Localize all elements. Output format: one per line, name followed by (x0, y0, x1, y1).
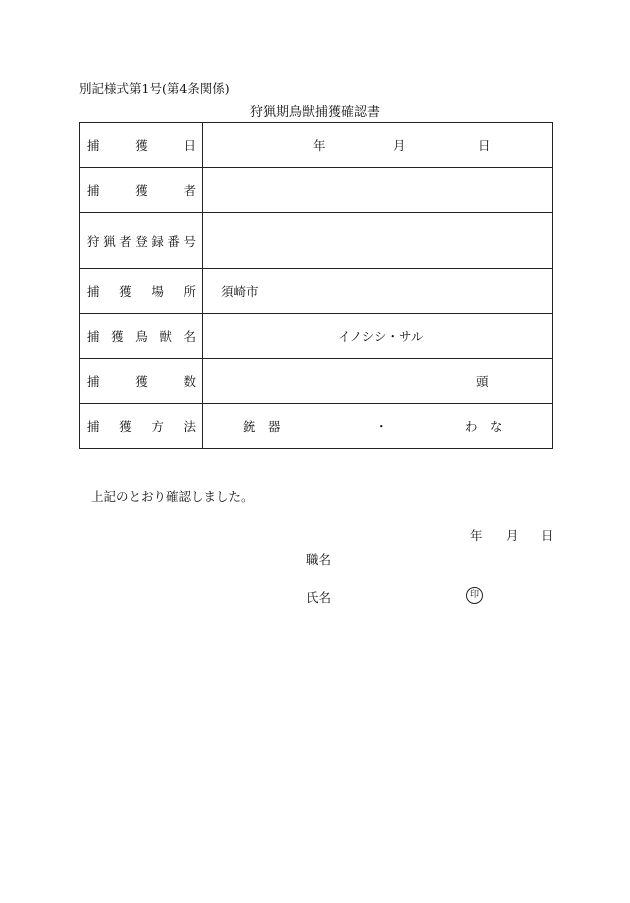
place-text: 須崎市 (221, 284, 259, 299)
value-hunter-registration[interactable] (203, 213, 553, 269)
date-year-unit: 年 (313, 138, 326, 153)
form-number-label: 別記様式第1号(第4条関係) (79, 81, 230, 96)
label-char: 所 (183, 284, 196, 299)
value-capture-count[interactable] (203, 359, 553, 404)
label-capture-method (80, 404, 203, 449)
method-gun: 銃 器 (243, 419, 281, 434)
table-row-capture-place (80, 269, 553, 314)
label-species (80, 314, 203, 359)
label-char: 獲 (119, 284, 132, 299)
label-char: 捕 (87, 329, 100, 344)
label-char: 獲 (135, 138, 148, 153)
label-char: 場 (151, 284, 164, 299)
label-char: 番 (167, 233, 180, 249)
table-row-capture-method (80, 404, 553, 449)
label-char: 獲 (135, 374, 148, 389)
label-captor (80, 168, 203, 213)
table-row-hunter-registration (80, 213, 553, 269)
label-char: 日 (183, 138, 196, 153)
label-char: 録 (151, 233, 164, 249)
value-capture-date[interactable] (203, 123, 553, 168)
label-char: 獲 (135, 183, 148, 198)
label-char: 捕 (87, 284, 100, 299)
sign-day-unit: 日 (541, 528, 554, 543)
table-row-capture-date (80, 123, 553, 168)
species-text: イノシシ・サル (338, 329, 424, 344)
method-trap: わ な (465, 419, 503, 434)
count-unit: 頭 (476, 374, 489, 389)
label-char: 者 (119, 233, 132, 249)
name-label: 氏名 (306, 590, 332, 605)
document-title: 狩猟期鳥獣捕獲確認書 (249, 105, 380, 120)
confirmation-statement: 上記のとおり確認しました。 (91, 489, 254, 504)
capture-record-table (79, 122, 553, 449)
label-char: 登 (135, 233, 148, 249)
label-capture-place (80, 269, 203, 314)
sign-year-unit: 年 (470, 528, 483, 543)
label-hunter-registration (80, 213, 203, 269)
label-char: 名 (183, 329, 196, 344)
date-day-unit: 日 (478, 138, 491, 153)
label-char: 猟 (103, 233, 116, 249)
label-char: 獲 (111, 329, 124, 344)
value-captor[interactable] (203, 168, 553, 213)
label-char: 捕 (87, 183, 100, 198)
position-label: 職名 (306, 552, 332, 567)
label-capture-count (80, 359, 203, 404)
table-row-captor (80, 168, 553, 213)
value-capture-place[interactable] (203, 269, 553, 314)
label-char: 獲 (119, 419, 132, 434)
label-char: 数 (183, 374, 196, 389)
sign-month-unit: 月 (506, 528, 519, 543)
label-char: 方 (151, 419, 164, 434)
value-capture-method[interactable] (203, 404, 553, 449)
label-capture-date (80, 123, 203, 168)
label-char: 鳥 (135, 329, 148, 344)
table-row-capture-count (80, 359, 553, 404)
label-char: 者 (183, 183, 196, 198)
value-species[interactable] (203, 314, 553, 359)
label-char: 捕 (87, 374, 100, 389)
label-char: 捕 (87, 138, 100, 153)
date-month-unit: 月 (393, 138, 406, 153)
seal-mark-icon: 印 (466, 587, 483, 604)
method-separator: ・ (375, 419, 388, 434)
label-char: 法 (183, 419, 196, 434)
label-char: 号 (183, 233, 196, 249)
label-char: 狩 (87, 233, 100, 249)
table-row-species (80, 314, 553, 359)
label-char: 獣 (159, 329, 172, 344)
label-char: 捕 (87, 419, 100, 434)
